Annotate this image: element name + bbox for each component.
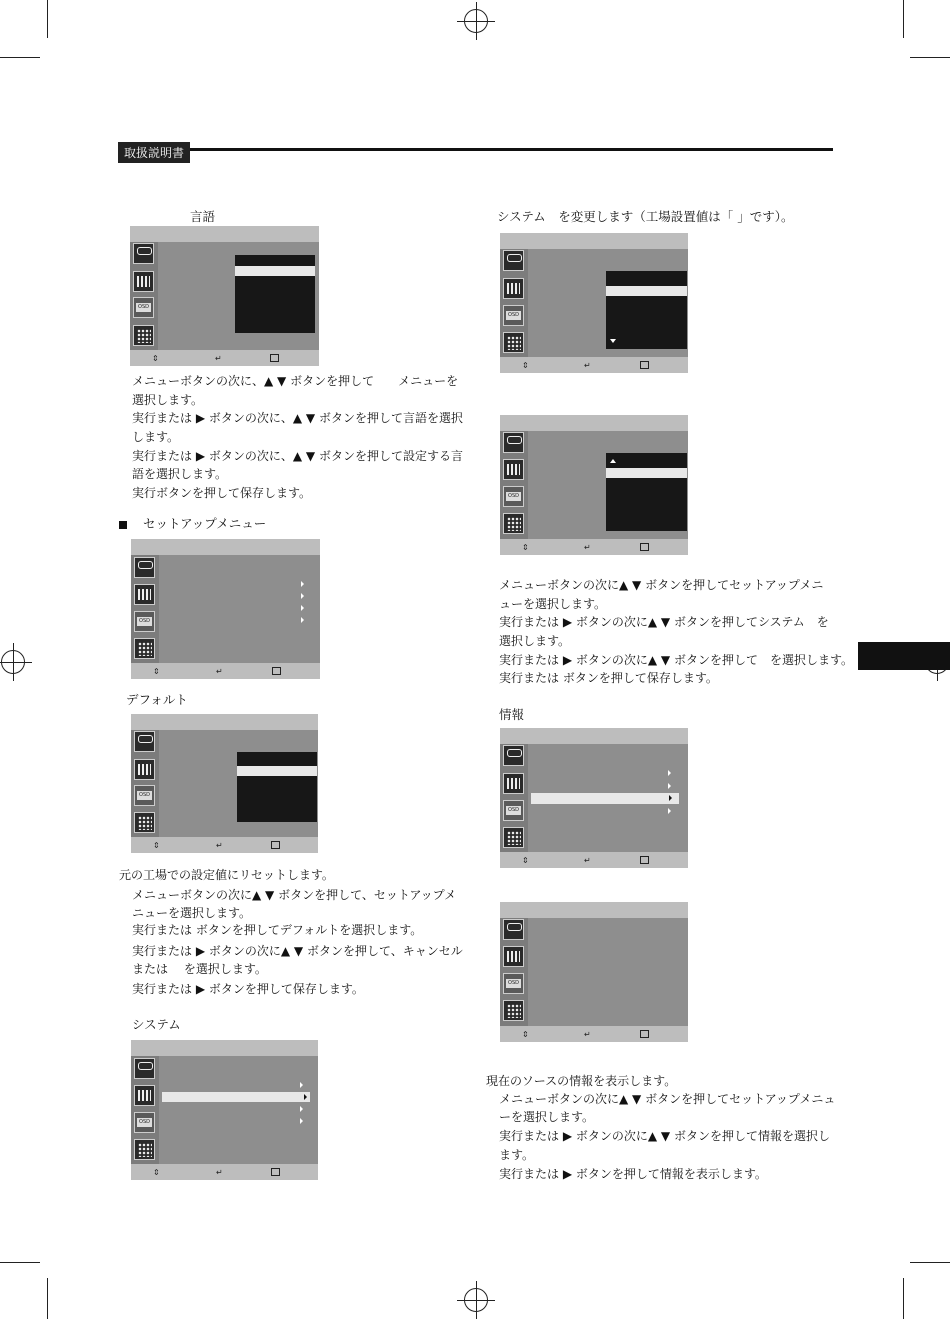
default-line-1: 元の工場での設定値にリセットします。 bbox=[119, 868, 334, 882]
language-line-2: 選択します。 bbox=[132, 393, 204, 407]
info-display-screen bbox=[500, 902, 688, 1042]
submenu-arrow-icon bbox=[300, 1106, 303, 1112]
menu-hint-icon bbox=[640, 361, 649, 369]
crop-mark bbox=[903, 1278, 904, 1319]
system-line-2: ューを選択します。 bbox=[499, 597, 607, 611]
crop-mark bbox=[903, 0, 904, 38]
updown-hint-icon: ⇕ bbox=[153, 1168, 160, 1177]
system-line-4: 選択します。 bbox=[499, 634, 571, 648]
system-line-6: 実行または ボタンを押して保存します。 bbox=[499, 671, 718, 685]
submenu-arrow-icon bbox=[304, 1094, 307, 1100]
language-line-4: します。 bbox=[132, 430, 180, 444]
equalizer-icon bbox=[133, 271, 154, 292]
setup-screen bbox=[131, 539, 320, 679]
language-heading: 言語 bbox=[190, 209, 216, 224]
selection-highlight bbox=[606, 286, 687, 296]
setup-heading: セットアップメニュー bbox=[119, 514, 266, 532]
header-rule bbox=[190, 148, 833, 151]
info-line-1: 現在のソースの情報を表示します。 bbox=[486, 1074, 677, 1088]
crop-mark bbox=[910, 1262, 950, 1263]
info-line-3: ーを選択します。 bbox=[499, 1110, 595, 1124]
disc-icon bbox=[134, 557, 155, 578]
equalizer-icon bbox=[503, 946, 524, 967]
osd-icon: OSD bbox=[134, 785, 155, 806]
speaker-grid-icon bbox=[503, 513, 524, 534]
default-line-2: メニューボタンの次に▲ ▼ ボタンを押して、セットアップメ bbox=[132, 888, 457, 902]
selection-highlight bbox=[606, 468, 687, 478]
default-line-4: 実行または ボタンを押してデフォルトを選択します。 bbox=[132, 923, 423, 937]
registration-mark bbox=[1, 650, 25, 674]
equalizer-icon bbox=[134, 584, 155, 605]
enter-hint-icon: ↵ bbox=[584, 1030, 591, 1039]
language-line-3: 実行または ▶ ボタンの次に、▲ ▼ ボタンを押して言語を選択 bbox=[132, 411, 463, 425]
disc-icon bbox=[133, 243, 154, 264]
speaker-grid-icon bbox=[134, 812, 155, 833]
submenu-arrow-icon bbox=[301, 593, 304, 599]
disc-icon bbox=[503, 919, 524, 940]
default-screen bbox=[131, 714, 318, 853]
submenu-arrow-icon bbox=[301, 617, 304, 623]
system-list-screen-2 bbox=[500, 415, 688, 555]
updown-hint-icon: ⇕ bbox=[522, 543, 529, 552]
speaker-grid-icon bbox=[503, 1000, 524, 1021]
info-heading: 情報 bbox=[499, 707, 525, 722]
manual-tag: 取扱説明書 bbox=[118, 142, 190, 163]
scroll-up-icon bbox=[610, 459, 616, 463]
menu-hint-icon bbox=[640, 1030, 649, 1038]
equalizer-icon bbox=[134, 759, 155, 780]
speaker-grid-icon bbox=[503, 332, 524, 353]
updown-hint-icon: ⇕ bbox=[522, 361, 529, 370]
updown-hint-icon: ⇕ bbox=[153, 667, 160, 676]
system-screen bbox=[131, 1040, 318, 1180]
disc-icon bbox=[503, 432, 524, 453]
system-popup bbox=[606, 453, 687, 531]
info-line-6: 実行または ▶ ボタンを押して情報を表示します。 bbox=[499, 1167, 767, 1181]
language-screen bbox=[130, 226, 319, 366]
speaker-grid-icon bbox=[134, 1139, 155, 1160]
info-line-5: ます。 bbox=[499, 1148, 535, 1162]
osd-icon: OSD bbox=[503, 800, 524, 821]
square-bullet-icon bbox=[119, 521, 127, 529]
language-line-1: メニューボタンの次に、▲ ▼ ボタンを押して メニューを bbox=[132, 374, 459, 388]
osd-icon: OSD bbox=[134, 611, 155, 632]
enter-hint-icon: ↵ bbox=[216, 667, 223, 676]
menu-hint-icon bbox=[271, 841, 280, 849]
crop-mark bbox=[910, 57, 950, 58]
submenu-arrow-icon bbox=[300, 1082, 303, 1088]
language-line-5: 実行または ▶ ボタンの次に、▲ ▼ ボタンを押して設定する言 bbox=[132, 449, 463, 463]
selection-highlight bbox=[235, 266, 315, 276]
updown-hint-icon: ⇕ bbox=[152, 354, 159, 363]
menu-hint-icon bbox=[640, 856, 649, 864]
equalizer-icon bbox=[503, 773, 524, 794]
updown-hint-icon: ⇕ bbox=[153, 841, 160, 850]
speaker-grid-icon bbox=[134, 638, 155, 659]
menu-hint-icon bbox=[640, 543, 649, 551]
chapter-tab bbox=[858, 642, 950, 670]
disc-icon bbox=[503, 250, 524, 271]
osd-icon: OSD bbox=[503, 305, 524, 326]
selection-highlight bbox=[162, 1092, 310, 1102]
system-change-heading: システム を変更します（工場設置値は「 」です）。 bbox=[497, 209, 794, 224]
submenu-arrow-icon bbox=[301, 605, 304, 611]
system-line-3: 実行または ▶ ボタンの次に▲ ▼ ボタンを押してシステム を bbox=[499, 615, 829, 629]
disc-icon bbox=[134, 731, 155, 752]
osd-icon: OSD bbox=[503, 973, 524, 994]
enter-hint-icon: ↵ bbox=[584, 361, 591, 370]
selection-highlight bbox=[531, 793, 679, 804]
enter-hint-icon: ↵ bbox=[215, 354, 222, 363]
system-heading: システム bbox=[132, 1017, 181, 1032]
enter-hint-icon: ↵ bbox=[584, 856, 591, 865]
selection-highlight bbox=[237, 766, 317, 776]
equalizer-icon bbox=[503, 278, 524, 299]
submenu-arrow-icon bbox=[668, 783, 671, 789]
system-list-screen bbox=[500, 233, 688, 373]
equalizer-icon bbox=[503, 459, 524, 480]
default-line-3: ニューを選択します。 bbox=[132, 906, 252, 920]
speaker-grid-icon bbox=[133, 325, 154, 346]
disc-icon bbox=[134, 1058, 155, 1079]
info-line-2: メニューボタンの次に▲ ▼ ボタンを押してセットアップメニュ bbox=[499, 1092, 836, 1106]
menu-hint-icon bbox=[270, 354, 279, 362]
updown-hint-icon: ⇕ bbox=[522, 1030, 529, 1039]
menu-hint-icon bbox=[271, 1168, 280, 1176]
submenu-arrow-icon bbox=[668, 808, 671, 814]
updown-hint-icon: ⇕ bbox=[522, 856, 529, 865]
submenu-arrow-icon bbox=[300, 1118, 303, 1124]
default-line-6: または を選択します。 bbox=[132, 962, 267, 976]
default-popup bbox=[237, 752, 317, 822]
equalizer-icon bbox=[134, 1085, 155, 1106]
language-line-7: 実行ボタンを押して保存します。 bbox=[132, 486, 312, 500]
menu-hint-icon bbox=[272, 667, 281, 675]
registration-mark bbox=[464, 1288, 488, 1312]
crop-mark bbox=[47, 0, 48, 38]
system-line-1: メニューボタンの次に▲ ▼ ボタンを押してセットアップメニ bbox=[499, 578, 824, 592]
speaker-grid-icon bbox=[503, 827, 524, 848]
info-line-4: 実行または ▶ ボタンの次に▲ ▼ ボタンを押して情報を選択し bbox=[499, 1129, 830, 1143]
default-line-5: 実行または ▶ ボタンの次に▲ ▼ ボタンを押して、キャンセル bbox=[132, 944, 463, 958]
crop-mark bbox=[0, 1262, 40, 1263]
osd-icon: OSD bbox=[133, 297, 154, 318]
default-line-7: 実行または ▶ ボタンを押して保存します。 bbox=[132, 982, 364, 996]
crop-mark bbox=[47, 1278, 48, 1319]
enter-hint-icon: ↵ bbox=[216, 1168, 223, 1177]
osd-icon: OSD bbox=[134, 1112, 155, 1133]
system-line-5: 実行または ▶ ボタンの次に▲ ▼ ボタンを押して を選択します。 bbox=[499, 653, 853, 667]
system-popup bbox=[606, 271, 687, 349]
osd-icon: OSD bbox=[503, 486, 524, 507]
language-line-6: 語を選択します。 bbox=[132, 467, 228, 481]
crop-mark bbox=[0, 57, 40, 58]
registration-mark bbox=[464, 9, 488, 33]
enter-hint-icon: ↵ bbox=[584, 543, 591, 552]
scroll-down-icon bbox=[610, 339, 616, 343]
info-menu-screen bbox=[500, 728, 688, 868]
submenu-arrow-icon bbox=[668, 770, 671, 776]
default-heading: デフォルト bbox=[126, 692, 188, 707]
submenu-arrow-icon bbox=[301, 581, 304, 587]
enter-hint-icon: ↵ bbox=[216, 841, 223, 850]
submenu-arrow-icon bbox=[669, 795, 672, 801]
disc-icon bbox=[503, 745, 524, 766]
